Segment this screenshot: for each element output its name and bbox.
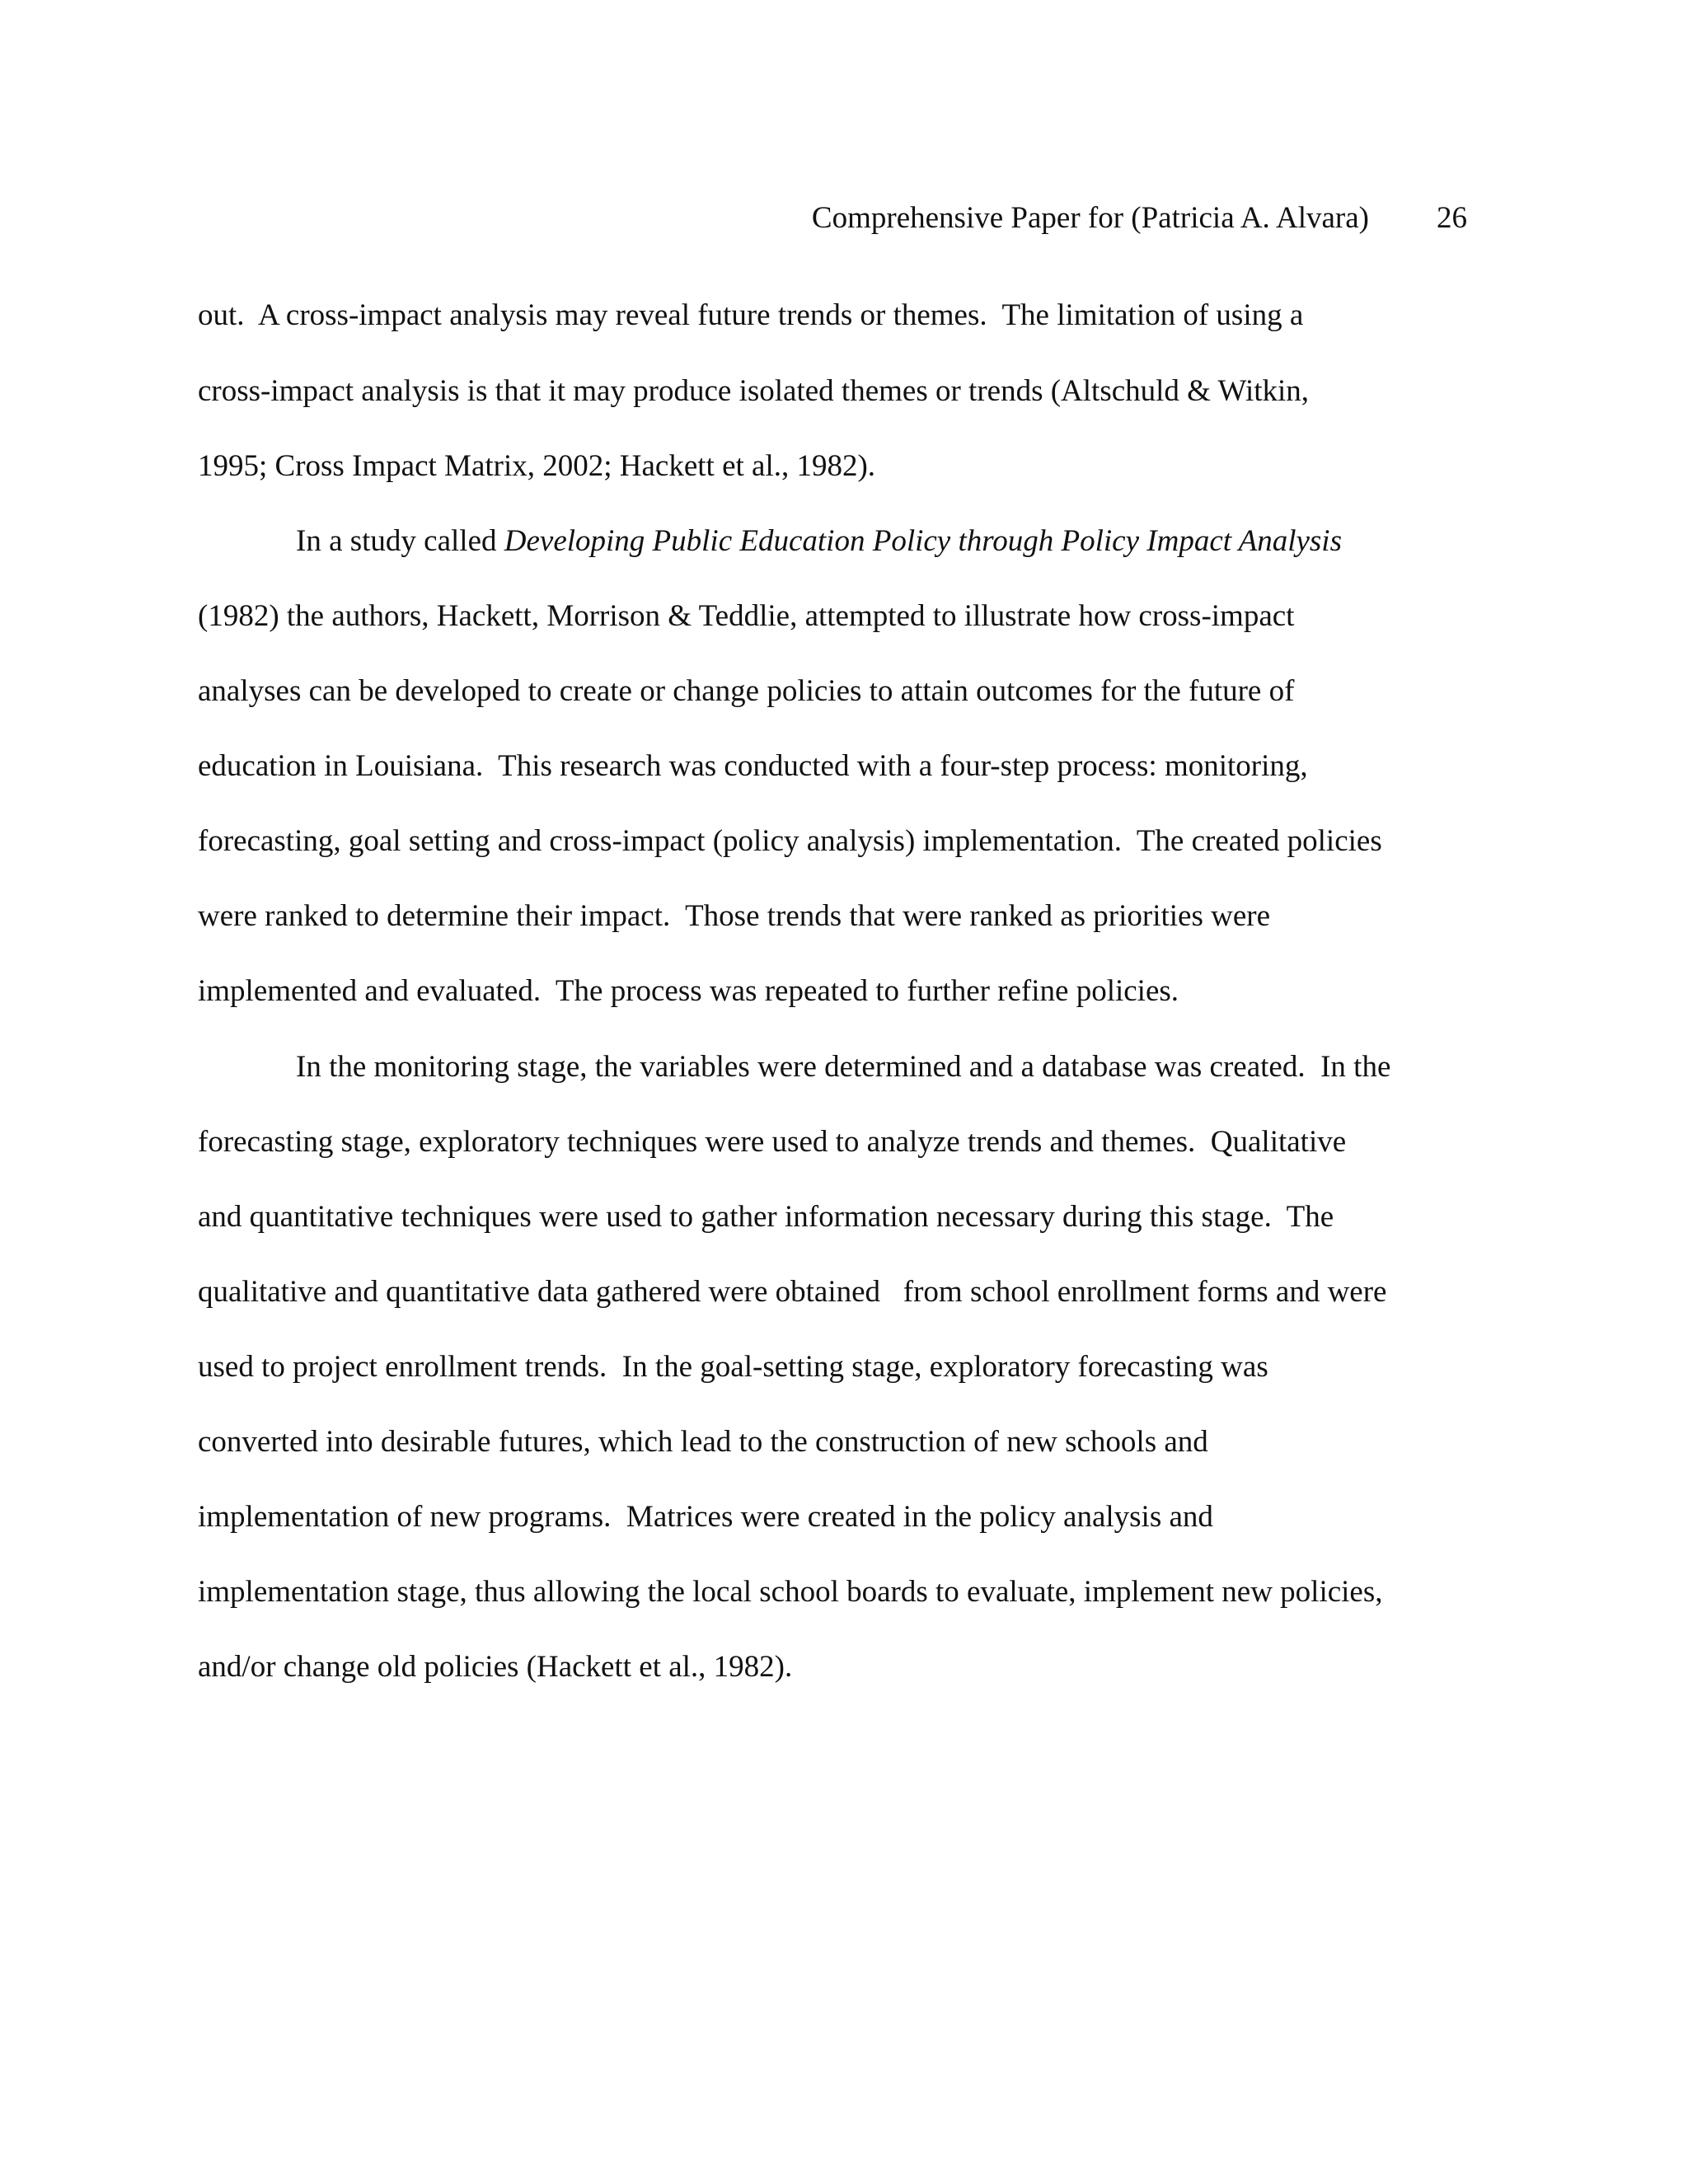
- body-line: implementation stage, thus allowing the local school boards to evaluate, implement new policies,: [198, 1575, 1383, 1609]
- body-line: qualitative and quantitative data gathered were obtained from school enrollment forms and were: [198, 1275, 1387, 1309]
- page-number: 26: [1437, 201, 1467, 235]
- body-line: were ranked to determine their impact. Those trends that were ranked as priorities were: [198, 899, 1270, 933]
- body-line: analyses can be developed to create or change policies to attain outcomes for the future of: [198, 674, 1295, 708]
- running-title: Comprehensive Paper for (Patricia A. Alvara): [811, 201, 1369, 235]
- body-line: forecasting stage, exploratory techniques were used to analyze trends and themes. Qualitative: [198, 1125, 1347, 1159]
- study-title: Developing Public Education Policy through Policy Impact Analysis: [504, 524, 1342, 558]
- body-line: implemented and evaluated. The process was repeated to further refine policies.: [198, 974, 1179, 1008]
- body-line: and quantitative techniques were used to gather information necessary during this stage. The: [198, 1200, 1334, 1234]
- body-line: and/or change old policies (Hackett et al., 1982).: [198, 1650, 793, 1684]
- body-line: education in Louisiana. This research was conducted with a four-step process: monitoring,: [198, 749, 1308, 783]
- body-line: implementation of new programs. Matrices were created in the policy analysis and: [198, 1500, 1213, 1534]
- body-line: (1982) the authors, Hackett, Morrison & Teddlie, attempted to illustrate how cross-impact: [198, 599, 1295, 633]
- running-head: [198, 198, 1467, 239]
- body-line: converted into desirable futures, which lead to the construction of new schools and: [198, 1425, 1208, 1459]
- body-line-lead: In a study called: [296, 524, 504, 558]
- body-line: out. A cross-impact analysis may reveal future trends or themes. The limitation of using a: [198, 298, 1304, 332]
- body-line: forecasting, goal setting and cross-impact (policy analysis) implementation. The created policies: [198, 824, 1382, 858]
- body-line: cross-impact analysis is that it may produce isolated themes or trends (Altschuld & Witkin,: [198, 374, 1310, 408]
- body-line: 1995; Cross Impact Matrix, 2002; Hackett et al., 1982).: [198, 449, 876, 483]
- body-line: In the monitoring stage, the variables were determined and a database was created. In the: [296, 1050, 1391, 1084]
- body-line: used to project enrollment trends. In the goal-setting stage, exploratory forecasting was: [198, 1350, 1268, 1384]
- body-line-with-title: [296, 521, 1615, 562]
